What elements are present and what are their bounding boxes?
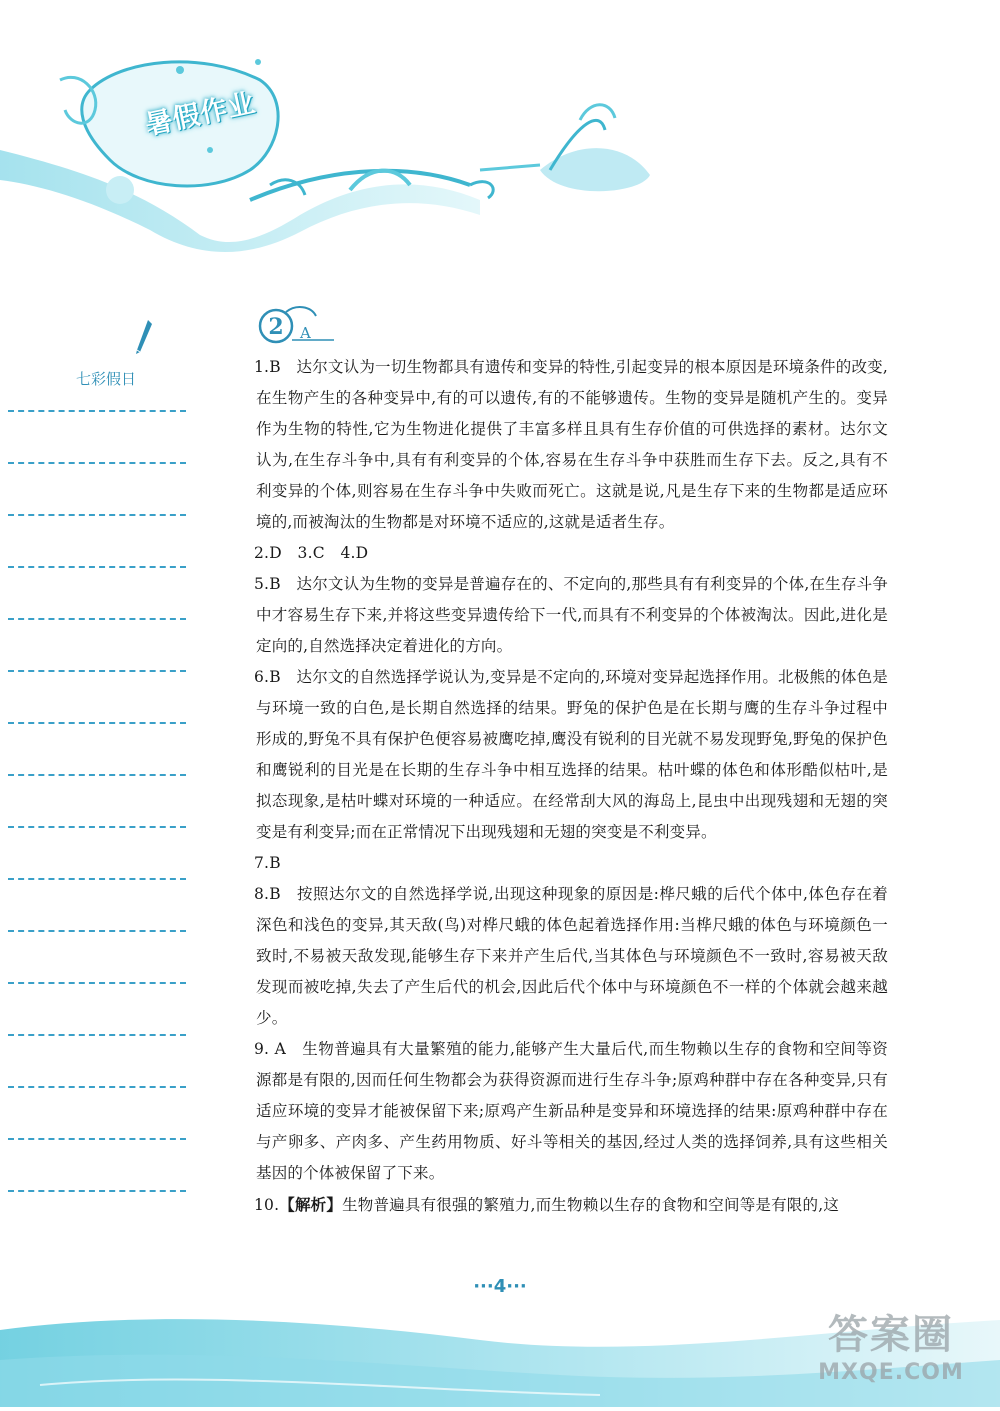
dashed-line xyxy=(8,618,186,620)
answer-number: 8.B xyxy=(254,885,281,903)
answer-item xyxy=(256,848,888,879)
answer-text: 生物普遍具有很强的繁殖力,而生物赖以生存的食物和空间等是有限的,这 xyxy=(342,1196,840,1214)
watermark-url: MXQE.COM xyxy=(818,1360,964,1385)
answer-number: 7.B xyxy=(254,854,281,872)
watermark-logo: 答案圈 xyxy=(828,1312,954,1358)
answer-number: 6.B xyxy=(254,668,281,686)
answer-item xyxy=(256,879,888,1034)
answer-text: 按照达尔文的自然选择学说,出现这种现象的原因是:桦尺蛾的后代个体中,体色存在着深色和浅色的变异,其天敌(鸟)对桦尺蛾的体色起着选择作用:当桦尺蛾的体色与环境颜色一致时,不易被天敌发现,能够生存下来并产生后代,当其体色与环境颜色不一致时,容易被天敌发现而被吃掉,失去了产生后代的机会,因此后代个体中与环境颜色不一样的个体就会越来越少。 xyxy=(256,885,888,1027)
sidebar xyxy=(0,318,200,1218)
dashed-line xyxy=(8,1138,186,1140)
answer-item xyxy=(256,1189,888,1221)
section-badge xyxy=(256,304,336,352)
dashed-line xyxy=(8,410,186,412)
dashed-line xyxy=(8,462,186,464)
answer-text: 生物普遍具有大量繁殖的能力,能够产生大量后代,而生物赖以生存的食物和空间等资源都是有限的,因而任何生物都会为获得资源而进行生存斗争;原鸡种群中存在各种变异,只有适应环境的变异才能被保留下来;原鸡产生新品种是变异和环境选择的结果:原鸡种群中存在与产卵多、产肉多、产生药用物质、好斗等相关的基因,经过人类的选择饲养,具有这些相关基因的个体被保留了下来。 xyxy=(256,1040,888,1182)
footer-decoration xyxy=(0,1290,1000,1407)
answer-number: 1.B xyxy=(254,358,281,376)
answer-item xyxy=(256,569,888,662)
section-letter: A xyxy=(300,324,311,342)
answer-number: 2.D xyxy=(254,544,282,562)
dashed-line xyxy=(8,1190,186,1192)
dashed-line xyxy=(8,566,186,568)
answer-item xyxy=(256,1034,888,1189)
dashed-line xyxy=(8,1086,186,1088)
answer-list xyxy=(256,352,888,1221)
dashed-line xyxy=(8,514,186,516)
answer-text: 达尔文的自然选择学说认为,变异是不定向的,环境对变异起选择作用。北极熊的体色是与环境一致的白色,是长期自然选择的结果。野兔的保护色是在长期与鹰的生存斗争过程中形成的,野兔不具有保护色便容易被鹰吃掉,鹰没有锐利的目光就不易发现野兔,野兔的保护色和鹰锐利的目光是在长期的生存斗争中相互选择的结果。枯叶蝶的体色和体形酷似枯叶,是拟态现象,是枯叶蝶对环境的一种适应。在经常刮大风的海岛上,昆虫中出现残翅和无翅的突变是有利变异;而在正常情况下出现残翅和无翅的突变是不利变异。 xyxy=(256,668,888,841)
answer-item xyxy=(256,538,888,569)
pen-icon xyxy=(134,318,154,358)
answer-item xyxy=(256,352,888,538)
banner-title: 暑假作业 xyxy=(142,87,259,142)
answer-item xyxy=(256,662,888,848)
analysis-label: 【解析】 xyxy=(279,1195,343,1214)
answer-number: 5.B xyxy=(254,575,281,593)
answer-number: 10. xyxy=(254,1196,280,1214)
answer-text: 达尔文认为生物的变异是普遍存在的、不定向的,那些具有有利变异的个体,在生存斗争中才容易生存下来,并将这些变异遗传给下一代,而具有不利变异的个体被淘汰。因此,进化是定向的,自然选择决定着进化的方向。 xyxy=(256,575,888,655)
dashed-line xyxy=(8,826,186,828)
page-number: ···4··· xyxy=(473,1276,527,1297)
watermark xyxy=(796,1303,986,1385)
sidebar-label: 七彩假日 xyxy=(76,370,137,388)
section-number: 2 xyxy=(268,314,284,340)
dashed-line xyxy=(8,670,186,672)
dashed-line xyxy=(8,982,186,984)
section-badge-ornament xyxy=(256,304,336,348)
answer-text: 3.C 4.D xyxy=(297,544,369,562)
dashed-line xyxy=(8,774,186,776)
answer-text: 达尔文认为一切生物都具有遗传和变异的特性,引起变异的根本原因是环境条件的改变,在生物产生的各种变异中,有的可以遗传,有的不能够遗传。生物的变异是随机产生的。变异作为生物的特性,它为生物进化提供了丰富多样且具有生存价值的可供选择的素材。达尔文认为,在生存斗争中,具有有利变异的个体,容易在生存斗争中获胜而生存下去。反之,具有不利变异的个体,则容易在生存斗争中失败而死亡。这就是说,凡是生存下来的生物都是适应环境的,而被淘汰的生物都是对环境不适应的,这就是适者生存。 xyxy=(256,358,888,531)
dashed-line xyxy=(8,1034,186,1036)
answer-number: 9. A xyxy=(254,1040,286,1058)
dashed-line xyxy=(8,722,186,724)
dashed-line xyxy=(8,878,186,880)
dashed-line xyxy=(8,930,186,932)
header-banner xyxy=(0,0,1000,260)
